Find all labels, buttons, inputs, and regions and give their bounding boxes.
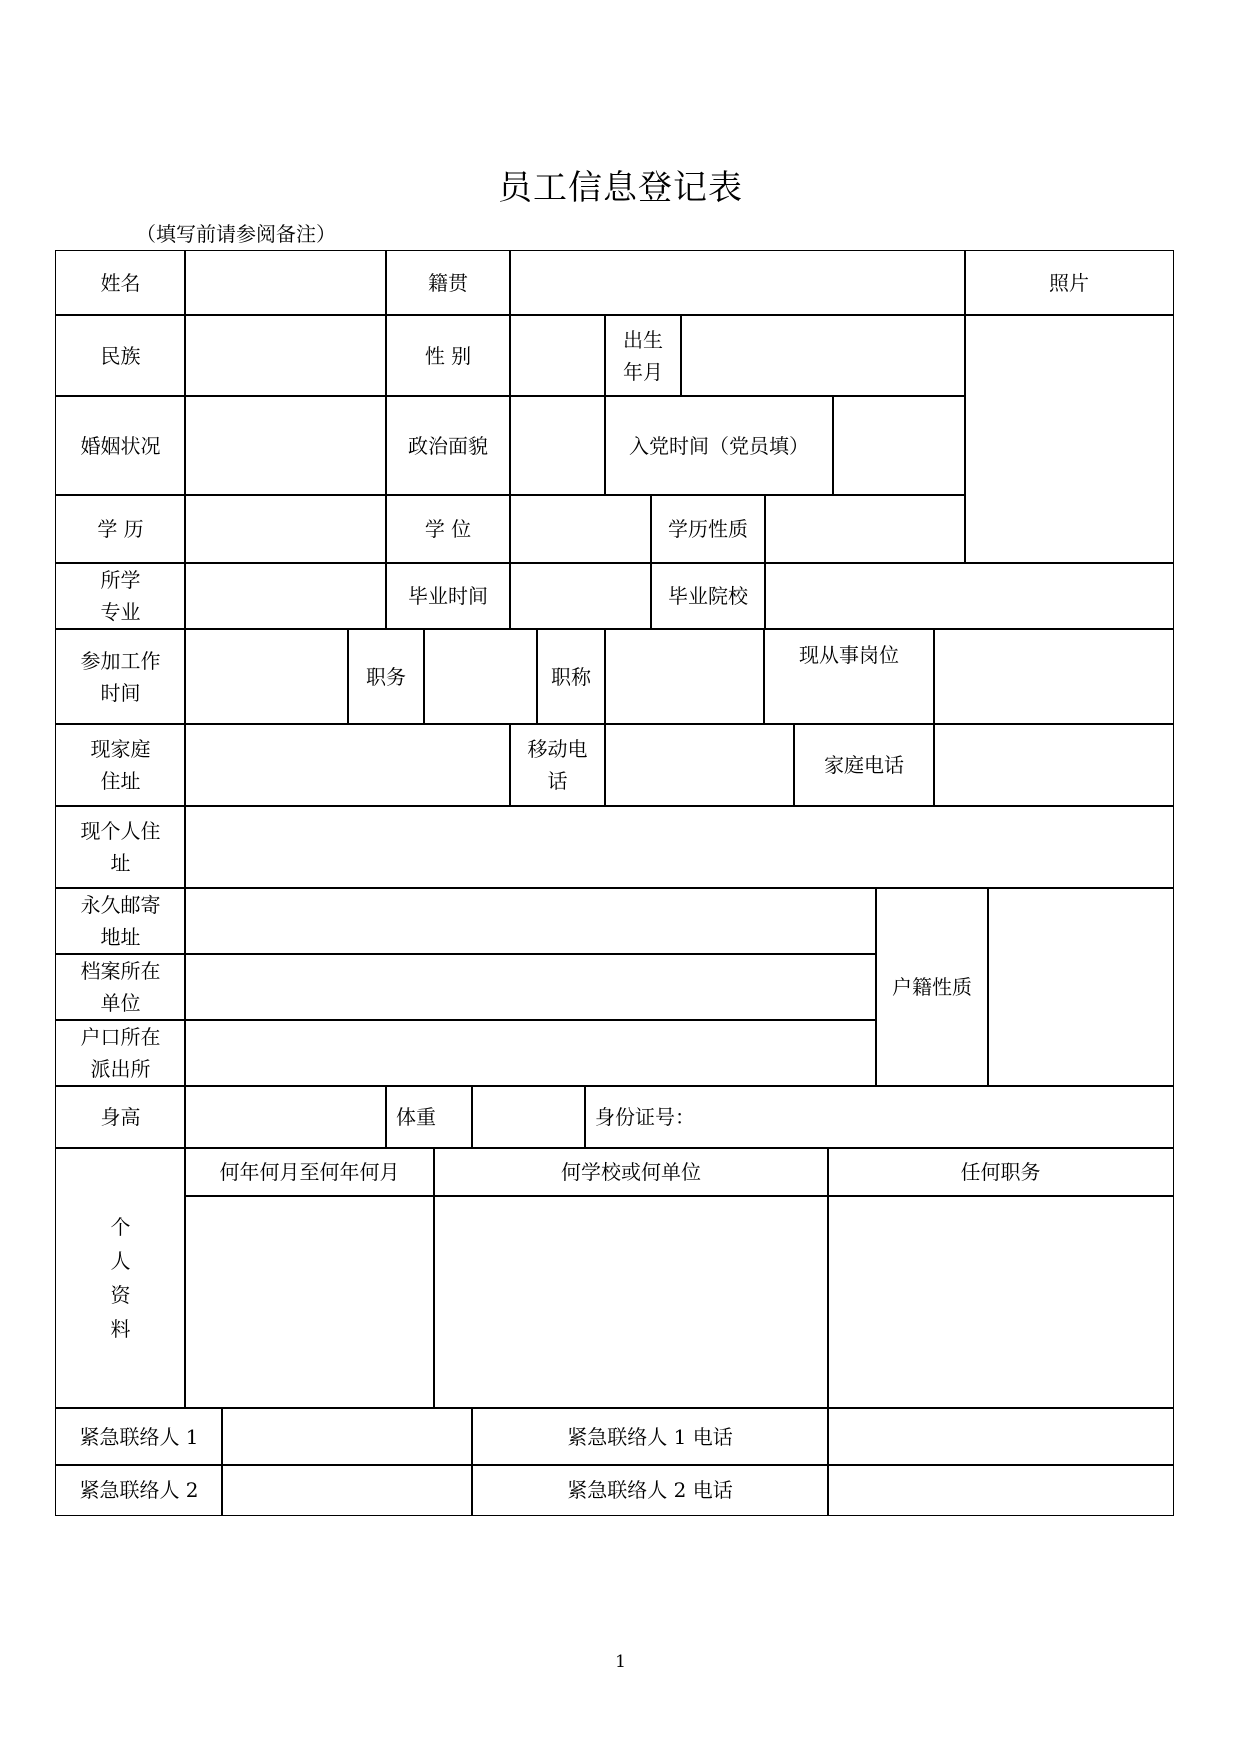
label-weight: 体重 <box>385 1085 473 1149</box>
field-weight[interactable] <box>471 1085 586 1149</box>
label-height: 身高 <box>55 1085 186 1149</box>
field-id-number[interactable] <box>584 1085 1174 1149</box>
field-home-address[interactable] <box>184 723 511 807</box>
label-emergency2-phone: 紧急联络人 2 电话 <box>471 1464 829 1516</box>
label-education: 学 历 <box>55 494 186 564</box>
field-edu-nature[interactable] <box>764 494 966 564</box>
label-personal-info: 个 人 资 料 <box>55 1147 186 1409</box>
label-home-address: 现家庭 住址 <box>55 723 186 807</box>
label-mobile: 移动电 话 <box>509 723 606 807</box>
label-home-phone: 家庭电话 <box>793 723 935 807</box>
header-school-unit: 何学校或何单位 <box>433 1147 829 1197</box>
form-title: 员工信息登记表 <box>498 168 743 208</box>
label-photo: 照片 <box>964 250 1174 316</box>
label-political: 政治面貌 <box>385 395 511 496</box>
field-marital[interactable] <box>184 395 387 496</box>
field-emergency1-phone[interactable] <box>827 1407 1174 1466</box>
field-height[interactable] <box>184 1085 387 1149</box>
field-household-type[interactable] <box>987 887 1174 1087</box>
field-party-join[interactable] <box>832 395 966 496</box>
label-id-number: 身份证号： <box>595 1105 695 1129</box>
field-work-start[interactable] <box>184 628 349 725</box>
field-mobile[interactable] <box>604 723 795 807</box>
field-duty[interactable] <box>423 628 538 725</box>
field-ethnicity[interactable] <box>184 314 387 397</box>
field-position-held[interactable] <box>827 1195 1174 1409</box>
label-marital: 婚姻状况 <box>55 395 186 496</box>
label-duty: 职务 <box>347 628 425 725</box>
field-archive-unit[interactable] <box>184 953 877 1021</box>
field-grad-school[interactable] <box>764 562 1174 630</box>
field-emergency2[interactable] <box>221 1464 473 1516</box>
field-emergency2-phone[interactable] <box>827 1464 1174 1516</box>
header-period: 何年何月至何年何月 <box>184 1147 435 1197</box>
label-title-rank: 职称 <box>536 628 606 725</box>
label-grad-school: 毕业院校 <box>650 562 766 630</box>
field-period[interactable] <box>184 1195 435 1409</box>
field-birth[interactable] <box>680 314 966 397</box>
header-position-held: 任何职务 <box>827 1147 1174 1197</box>
field-school-unit[interactable] <box>433 1195 829 1409</box>
fill-note: （填写前请参阅备注） <box>136 222 336 246</box>
label-gender: 性 别 <box>385 314 511 397</box>
label-household-type: 户籍性质 <box>875 887 989 1087</box>
field-gender[interactable] <box>509 314 606 397</box>
label-archive-unit: 档案所在 单位 <box>55 953 186 1021</box>
label-ethnicity: 民族 <box>55 314 186 397</box>
field-emergency1[interactable] <box>221 1407 473 1466</box>
label-degree: 学 位 <box>385 494 511 564</box>
label-emergency2: 紧急联络人 2 <box>55 1464 223 1516</box>
label-emergency1-phone: 紧急联络人 1 电话 <box>471 1407 829 1466</box>
label-mailing-address: 永久邮寄 地址 <box>55 887 186 955</box>
label-grad-time: 毕业时间 <box>385 562 511 630</box>
field-mailing-address[interactable] <box>184 887 877 955</box>
page-number: 1 <box>615 1652 626 1672</box>
field-degree[interactable] <box>509 494 652 564</box>
label-household-police: 户口所在 派出所 <box>55 1019 186 1087</box>
label-personal-address: 现个人住 址 <box>55 805 186 889</box>
field-home-phone[interactable] <box>933 723 1174 807</box>
label-birth: 出生 年月 <box>604 314 682 397</box>
label-native-place: 籍贯 <box>385 250 511 316</box>
field-household-police[interactable] <box>184 1019 877 1087</box>
field-political[interactable] <box>509 395 606 496</box>
field-title-rank[interactable] <box>604 628 765 725</box>
field-major[interactable] <box>184 562 387 630</box>
photo-area[interactable] <box>964 314 1174 564</box>
field-education[interactable] <box>184 494 387 564</box>
field-personal-address[interactable] <box>184 805 1174 889</box>
label-current-post: 现从事岗位 <box>763 628 935 725</box>
label-emergency1: 紧急联络人 1 <box>55 1407 223 1466</box>
label-name: 姓名 <box>55 250 186 316</box>
field-current-post[interactable] <box>933 628 1174 725</box>
label-major: 所学 专业 <box>55 562 186 630</box>
label-work-start: 参加工作 时间 <box>55 628 186 725</box>
field-name[interactable] <box>184 250 387 316</box>
label-party-join: 入党时间（党员填） <box>604 395 834 496</box>
field-native-place[interactable] <box>509 250 966 316</box>
field-grad-time[interactable] <box>509 562 652 630</box>
label-edu-nature: 学历性质 <box>650 494 766 564</box>
